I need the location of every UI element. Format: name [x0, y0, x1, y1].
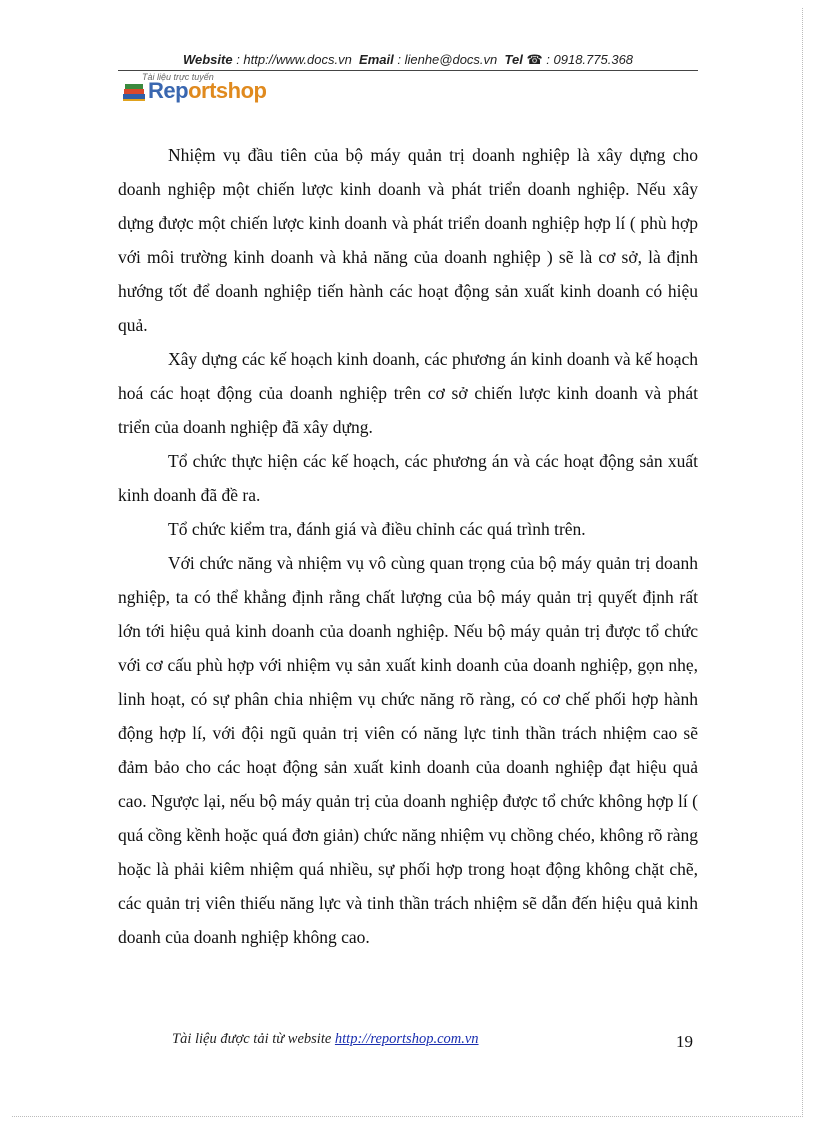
- books-icon: [122, 82, 148, 102]
- email-value[interactable]: : lienhe@docs.vn: [397, 52, 498, 67]
- document-body: [118, 138, 698, 954]
- paragraph: Nhiệm vụ đầu tiên của bộ máy quản trị doanh nghiệp là xây dựng cho doanh nghiệp một chiến lược kinh doanh và phát triển doanh nghiệp. Nếu xây dựng được một chiến lược kinh doanh và phát triển doanh nghiệp hợp lí ( phù hợp với môi trường kinh doanh và khả năng của doanh nghiệp ) sẽ là cơ sở, là định hướng tốt để doanh nghiệp tiến hành các hoạt động sản xuất kinh doanh có hiệu quả.: [118, 145, 698, 335]
- tel-label: Tel: [504, 52, 523, 67]
- paragraph: Tổ chức kiểm tra, đánh giá và điều chỉnh các quá trình trên.: [168, 519, 586, 539]
- footer-text: Tài liệu được tải từ website: [172, 1031, 335, 1047]
- header-contact-line: [0, 52, 816, 68]
- website-value[interactable]: : http://www.docs.vn: [236, 52, 352, 67]
- reportshop-logo[interactable]: [122, 72, 282, 106]
- email-label: Email: [359, 52, 394, 67]
- page-number: 19: [676, 1032, 693, 1051]
- paragraph: Với chức năng và nhiệm vụ vô cùng quan trọng của bộ máy quản trị doanh nghiệp, ta có thể khẳng định rằng chất lượng của bộ máy quản trị quyết định rất lớn tới hiệu quả kinh doanh của doanh nghiệp. Nếu bộ máy quản trị được tổ chức với cơ cấu phù hợp với nhiệm vụ sản xuất kinh doanh của doanh nghiệp, gọn nhẹ, linh hoạt, có sự phân chia nhiệm vụ chức năng rõ ràng, có cơ chế phối hợp hành động hợp lí, với đội ngũ quản trị viên có năng lực tinh thần trách nhiệm cao sẽ đảm bảo cho các hoạt động sản xuất kinh doanh của doanh nghiệp đạt hiệu quả cao. Ngược lại, nếu bộ máy quản trị của doanh nghiệp được tổ chức không hợp lí ( quá cồng kềnh hoặc quá đơn giản) chức năng nhiệm vụ chồng chéo, không rõ ràng hoặc là phải kiêm nhiệm quá nhiều, sự phối hợp trong hoạt động không chặt chẽ, các quản trị viên thiếu năng lực và tinh thần trách nhiệm sẽ dẫn đến hiệu quả kinh doanh của doanh nghiệp không cao.: [118, 553, 698, 947]
- paragraph: Tổ chức thực hiện các kế hoạch, các phương án và các hoạt động sản xuất kinh doanh đã đề ra.: [118, 451, 698, 505]
- footer-link[interactable]: http://reportshop.com.vn: [334, 1031, 479, 1047]
- footer-note: [172, 1031, 479, 1048]
- logo-tagline: Tài liệu trực tuyến: [142, 72, 214, 82]
- website-label: Website: [182, 52, 233, 67]
- logo-brand: Reportshop: [148, 78, 267, 103]
- header-divider: [118, 70, 698, 71]
- paragraph: Xây dựng các kế hoạch kinh doanh, các phương án kinh doanh và kế hoạch hoá các hoạt động của doanh nghiệp trên cơ sở chiến lược kinh doanh và phát triển của doanh nghiệp đã xây dựng.: [118, 349, 698, 437]
- phone-icon: ☎: [526, 52, 543, 67]
- tel-value: : 0918.775.368: [546, 52, 634, 67]
